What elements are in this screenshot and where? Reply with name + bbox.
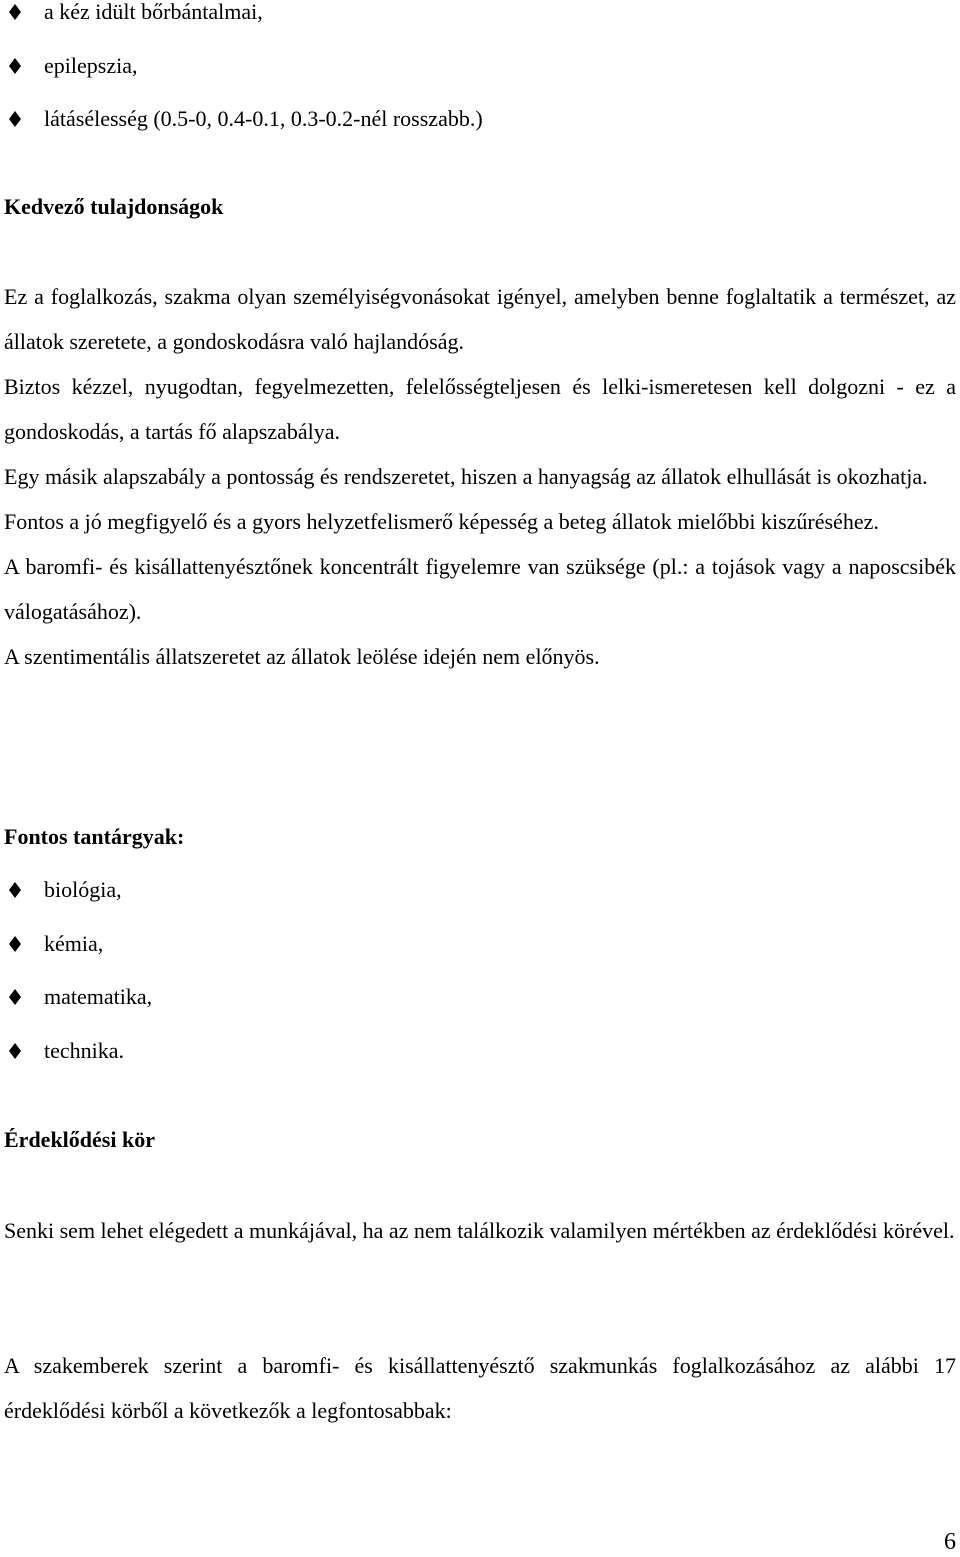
list-item [4, 876, 956, 930]
diamond-bullet-icon [8, 4, 22, 20]
list-item-text: matematika, [44, 984, 153, 1009]
interest-paragraph-2 [4, 1343, 956, 1433]
list-item [4, 930, 956, 984]
list-item-text: látásélesség (0.5-0, 0.4-0.1, 0.3-0.2-nél rosszabb.) [44, 106, 483, 131]
diamond-bullet-icon [8, 936, 22, 952]
paragraph: Fontos a jó megfigyelő és a gyors helyzetfelismerő képesség a beteg állatok mielőbbi kiszűréséhez. [4, 509, 879, 534]
paragraph: A szakemberek szerint a baromfi- és kisállattenyésztő szakmunkás foglalkozásához az alábbi 17 érdeklődési körből a következők a legfontosabbak: [4, 1353, 956, 1423]
diamond-bullet-icon [8, 882, 22, 898]
diamond-bullet-icon [8, 111, 22, 127]
diamond-bullet-icon [8, 58, 22, 74]
contraindication-list [4, 0, 956, 159]
diamond-bullet-icon [8, 1043, 22, 1059]
subjects-list [4, 876, 956, 1090]
list-item [4, 52, 956, 106]
section-heading-subjects: Fontos tantárgyak: [4, 824, 185, 849]
list-item [4, 0, 956, 52]
list-item [4, 983, 956, 1037]
list-item-text: a kéz idült bőrbántalmai, [44, 0, 263, 24]
paragraph: Egy másik alapszabály a pontosság és rendszeretet, hiszen a hanyagság az állatok elhullását is okozhatja. [4, 464, 928, 489]
list-item-text: biológia, [44, 877, 122, 902]
paragraph: A szentimentális állatszeretet az állatok leölése idején nem előnyös. [4, 644, 600, 669]
list-item [4, 105, 956, 159]
interest-paragraph-1 [4, 1208, 956, 1253]
list-item-text: kémia, [44, 930, 104, 956]
paragraph: A baromfi- és kisállattenyésztőnek koncentrált figyelemre van szüksége (pl.: a tojások vagy a naposcsibék válogatásához). [4, 554, 956, 624]
page-number: 6 [944, 1529, 956, 1555]
paragraph: Ez a foglalkozás, szakma olyan személyiségvonásokat igényel, amelyben benne foglaltatik a természet, az állatok szeretete, a gondoskodásra való hajlandóság. [4, 284, 956, 354]
diamond-bullet-icon [8, 989, 22, 1005]
favorable-paragraphs [4, 274, 956, 679]
section-heading-favorable: Kedvező tulajdonságok [4, 194, 224, 219]
paragraph: Senki sem lehet elégedett a munkájával, ha az nem találkozik valamilyen mértékben az érdeklődési körével. [4, 1218, 955, 1243]
list-item-text: epilepszia, [44, 52, 138, 78]
list-item-text: technika. [44, 1037, 125, 1063]
list-item [4, 1037, 956, 1091]
paragraph: Biztos kézzel, nyugodtan, fegyelmezetten, felelősségteljesen és lelki-ismeretesen kell dolgozni - ez a gondoskodás, a tartás fő alapszabálya. [4, 374, 956, 444]
section-heading-interest: Érdeklődési kör [4, 1127, 155, 1152]
